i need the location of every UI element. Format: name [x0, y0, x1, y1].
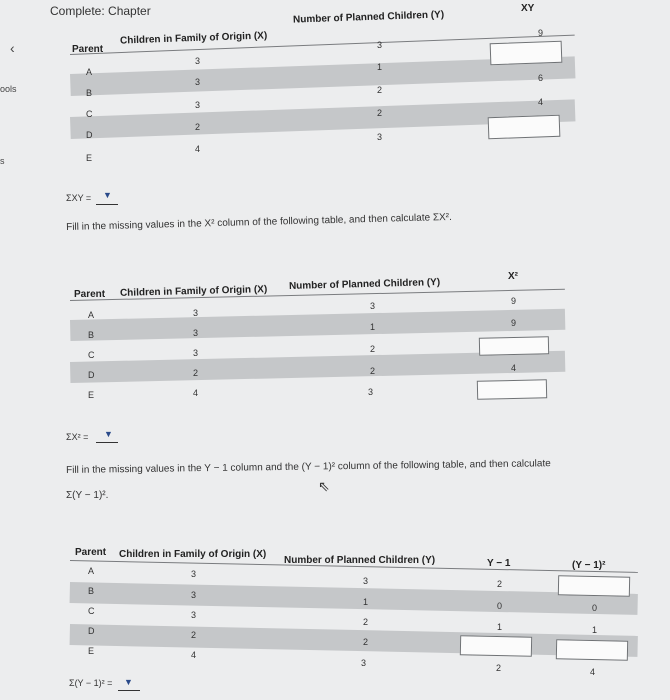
instruction-y-minus-1: Fill in the missing values in the Y − 1 column and the (Y − 1)² column of the following table, and then calculate [66, 458, 551, 476]
t1-row-b-xy-input[interactable] [490, 41, 563, 65]
instruction-y-minus-1-sum: Σ(Y − 1)². [66, 490, 109, 501]
t3-row-c-ym1sq: 1 [592, 625, 598, 635]
t2-header-x2: X² [508, 271, 518, 282]
t3-row-b-x: 3 [191, 590, 197, 600]
instruction-x2: Fill in the missing values in the X² column of the following table, and then calculate ΣX². [66, 211, 452, 233]
t3-sum-dropdown-underline [118, 690, 140, 691]
t3-row-e-ym1sq: 4 [590, 667, 596, 677]
t2-row-band-d [70, 351, 565, 383]
t2-header-parent: Parent [74, 289, 106, 300]
t1-row-d-parent: D [86, 130, 93, 140]
t2-header-x: Children in Family of Origin (X) [119, 284, 268, 299]
t2-row-c-x2-input[interactable] [479, 336, 549, 356]
t3-row-d-parent: D [88, 626, 95, 636]
t2-row-d-x2: 4 [511, 363, 517, 373]
t1-row-a-parent: A [86, 67, 93, 77]
t3-row-c-y: 2 [363, 617, 369, 627]
t2-row-c-parent: C [88, 350, 95, 360]
t1-row-a-y: 3 [377, 40, 383, 50]
t2-row-b-parent: B [88, 330, 95, 340]
t3-row-band-d [70, 624, 638, 657]
t3-row-d-y: 2 [363, 637, 369, 647]
t3-row-e-y: 3 [361, 658, 367, 668]
t2-row-e-x: 4 [193, 388, 199, 398]
t2-row-d-y: 2 [370, 366, 376, 376]
t2-row-d-x: 2 [193, 368, 199, 378]
t3-row-b-y: 1 [363, 597, 369, 607]
t3-header-ym1: Y − 1 [487, 558, 511, 569]
t2-row-a-y: 3 [370, 301, 376, 311]
t1-row-e-xy-input[interactable] [488, 115, 561, 139]
t3-row-c-parent: C [88, 606, 95, 616]
window-title: Complete: Chapter [50, 4, 151, 18]
t2-row-b-x2: 9 [511, 318, 517, 328]
t1-row-c-y: 2 [377, 85, 383, 95]
t3-row-a-parent: A [88, 566, 95, 576]
t3-sum-label: Σ(Y − 1)² = [69, 678, 113, 688]
t1-header-y: Number of Planned Children (Y) [292, 9, 445, 26]
t3-header-ym1sq: (Y − 1)² [572, 560, 606, 571]
t2-row-d-parent: D [88, 370, 95, 380]
t2-row-band-b [70, 309, 565, 341]
t1-row-d-x: 2 [195, 122, 201, 132]
t2-row-b-y: 1 [370, 322, 376, 332]
t2-row-c-x: 3 [193, 348, 199, 358]
t2-row-b-x: 3 [193, 328, 199, 338]
t3-row-a-y: 3 [363, 576, 369, 586]
t3-row-b-ym1sq: 0 [592, 603, 598, 613]
t1-row-e-parent: E [86, 153, 93, 163]
t1-row-b-parent: B [86, 88, 93, 98]
t3-row-e-x: 4 [191, 650, 197, 660]
t3-header-y: Number of Planned Children (Y) [284, 555, 436, 566]
t1-sum-label: ΣXY = [66, 193, 92, 203]
t3-row-e-parent: E [88, 646, 95, 656]
t2-header-y: Number of Planned Children (Y) [288, 277, 441, 292]
t2-sum-dropdown-icon[interactable]: ▼ [104, 429, 113, 439]
t3-row-d-x: 2 [191, 630, 197, 640]
t3-row-a-x: 3 [191, 569, 197, 579]
t2-row-a-x: 3 [193, 308, 199, 318]
t3-sum-dropdown-icon[interactable]: ▼ [124, 677, 133, 687]
t1-header-xy: XY [521, 3, 535, 14]
t2-row-a-parent: A [88, 310, 95, 320]
t1-row-b-y: 1 [377, 62, 383, 72]
t3-row-e-ym1: 2 [496, 663, 502, 673]
t3-row-c-x: 3 [191, 610, 197, 620]
t3-row-b-ym1: 0 [497, 601, 503, 611]
t2-row-e-x2-input[interactable] [477, 379, 547, 400]
t1-sum-dropdown-icon[interactable]: ▼ [103, 190, 112, 200]
sidebar-item-tools[interactable]: ools [0, 84, 17, 94]
t1-header-x: Children in Family of Origin (X) [119, 30, 268, 47]
t1-row-a-xy: 9 [538, 28, 544, 38]
t3-row-b-parent: B [88, 586, 95, 596]
t1-row-d-xy: 4 [538, 97, 544, 107]
t1-row-e-y: 3 [377, 132, 383, 142]
t2-sum-dropdown-underline [96, 442, 118, 443]
t1-row-a-x: 3 [195, 56, 201, 66]
sidebar-item-s[interactable]: s [0, 156, 5, 166]
collapse-arrow-icon[interactable]: ‹ [10, 40, 15, 56]
t2-row-e-parent: E [88, 390, 95, 400]
t3-row-c-ym1: 1 [497, 622, 503, 632]
t3-row-a-ym1sq-input[interactable] [558, 575, 630, 597]
t2-row-a-x2: 9 [511, 296, 517, 306]
t3-header-parent: Parent [75, 547, 107, 558]
t1-row-c-parent: C [86, 109, 93, 119]
t1-sum-dropdown-underline [96, 204, 118, 205]
t3-row-a-ym1: 2 [497, 579, 503, 589]
t1-header-parent: Parent [72, 44, 104, 55]
t3-header-x: Children in Family of Origin (X) [119, 549, 267, 560]
t1-row-b-x: 3 [195, 77, 201, 87]
t1-row-c-x: 3 [195, 100, 201, 110]
t1-row-e-x: 4 [195, 144, 201, 154]
mouse-cursor-icon: ⇖ [318, 478, 330, 494]
t3-row-band-b [70, 582, 638, 615]
t3-row-d-ym1sq-input[interactable] [556, 639, 628, 661]
t2-row-e-y: 3 [368, 387, 374, 397]
t1-row-c-xy: 6 [538, 73, 544, 83]
t2-row-c-y: 2 [370, 344, 376, 354]
t2-sum-label: ΣX² = [66, 432, 89, 442]
t1-row-d-y: 2 [377, 108, 383, 118]
t3-row-d-ym1-input[interactable] [460, 635, 532, 657]
